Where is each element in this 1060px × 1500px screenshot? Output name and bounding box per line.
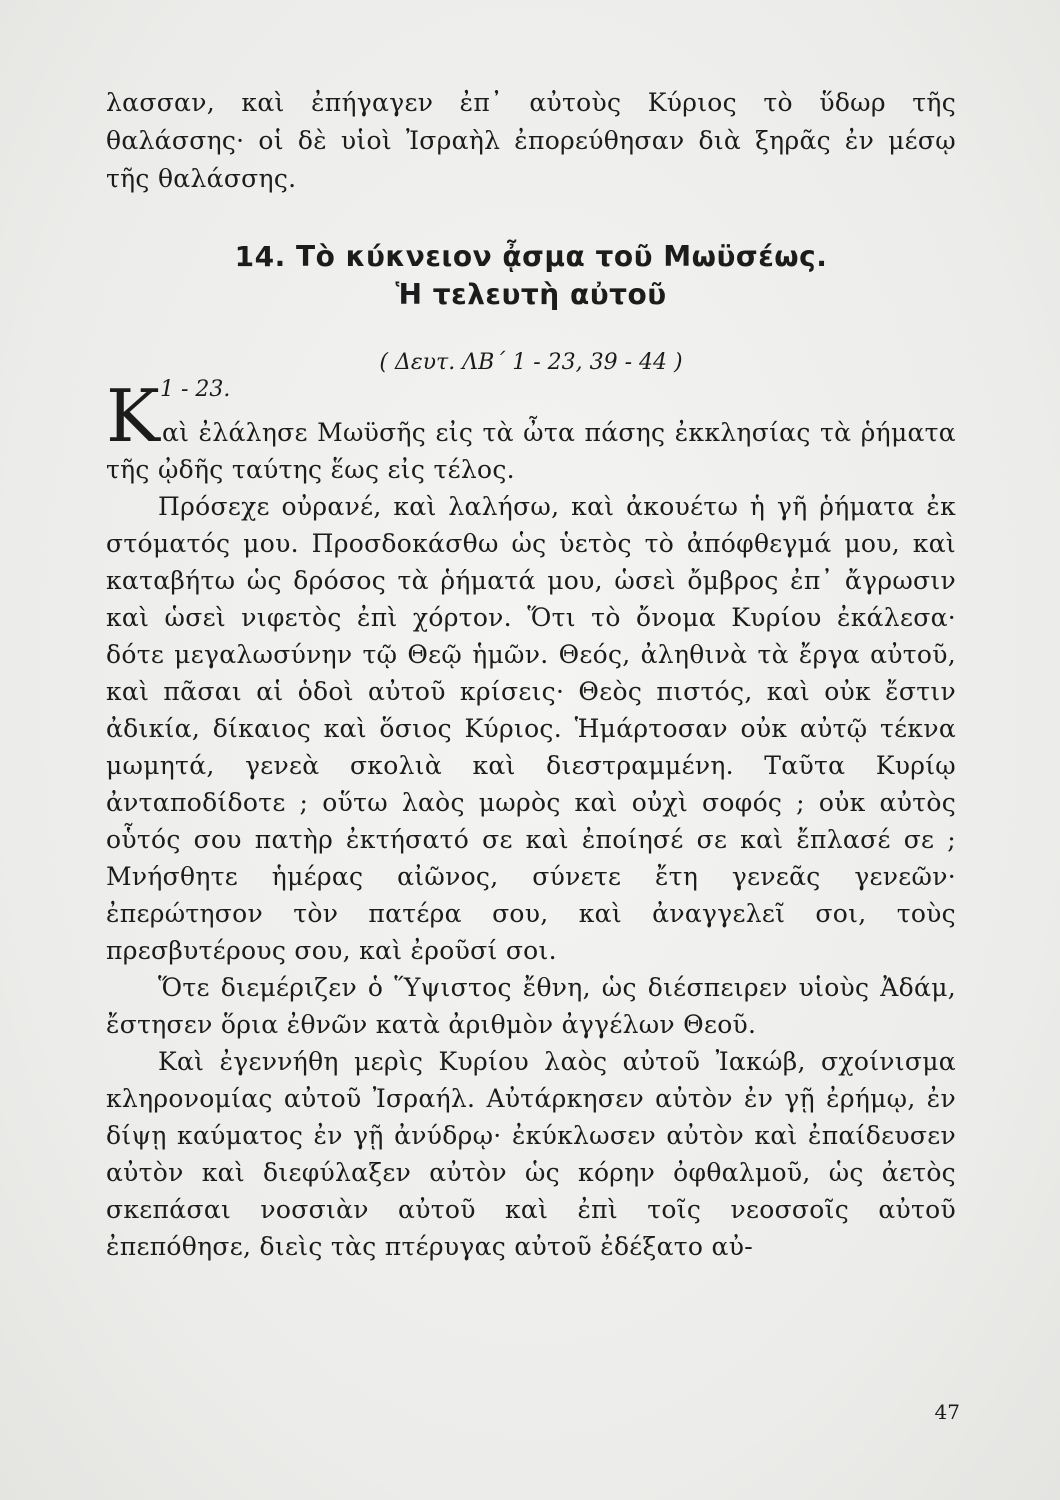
drop-cap: Κ — [106, 374, 160, 458]
opening-paragraph: λασσαν, καὶ ἐπήγαγεν ἐπ᾽ αὐτοὺς Κύριος τὸ ὕδωρ τῆς θαλάσσης· οἱ δὲ υἱοὶ Ἰσραὴλ ἐπορεύθησαν διὰ ξηρᾶς ἐν μέσῳ τῆς θαλάσσης. — [106, 88, 956, 193]
scripture-reference: ( Δευτ. ΛΒ΄ 1 - 23, 39 - 44 ) — [379, 350, 683, 375]
paragraph-1: αὶ ἐλάλησε Μωϋσῆς εἰς τὰ ὦτα πάσης ἐκκλησίας τὰ ῥήματα τῆς ᾠδῆς ταύτης ἕως εἰς τέλος. — [106, 418, 956, 484]
chapter-heading — [106, 238, 956, 314]
paragraph-4: Καὶ ἐγεννήθη μερὶς Κυρίου λαὸς αὐτοῦ Ἰακώβ, σχοίνισμα κληρονομίας αὐτοῦ Ἰσραήλ. Αὐτάρκησεν αὐτὸν ἐν γῇ ἐρήμῳ, ἐν δίψῃ καύματος ἐν γῇ ἀνύδρῳ· ἐκύκλωσεν αὐτὸν καὶ ἐπαίδευσεν αὐτὸν καὶ διεφύλαξεν αὐτὸν ὡς κόρην ὀφθαλμοῦ, ὡς ἀετὸς σκεπάσαι νοσσιὰν αὐτοῦ καὶ ἐπὶ τοῖς νεοσσοῖς αὐτοῦ ἐπεπόθησε, διεὶς τὰς πτέρυγας αὐτοῦ ἐδέξατο αὐ- — [106, 1047, 956, 1261]
opening-paragraph-block — [106, 84, 956, 198]
paragraph-3: Ὅτε διεμέριζεν ὁ Ὕψιστος ἔθνη, ὡς διέσπειρεν υἱοὺς Ἀδάμ, ἔστησεν ὅρια ἐθνῶν κατὰ ἀριθμὸν ἀγγέλων Θεοῦ. — [106, 973, 956, 1039]
verse-range: 1 - 23. — [160, 377, 231, 402]
main-text-block — [106, 414, 956, 1265]
chapter-title: 14. Τὸ κύκνειον ᾆσμα τοῦ Μωϋσέως. — [234, 240, 828, 273]
page-number: 47 — [934, 1400, 960, 1424]
paragraph-2: Πρόσεχε οὐρανέ, καὶ λαλήσω, καὶ ἀκουέτω ἡ γῆ ῥήματα ἐκ στόματός μου. Προσδοκάσθω ὡς ὑετὸς τὸ ἀπόφθεγμά μου, καὶ καταβήτω ὡς δρόσος τὰ ῥήματά μου, ὡσεὶ ὄμβρος ἐπ᾽ ἄγρωσιν καὶ ὡσεὶ νιφετὸς ἐπὶ χόρτον. Ὅτι τὸ ὄνομα Κυρίου ἐκάλεσα· δότε μεγαλωσύνην τῷ Θεῷ ἡμῶν. Θεός, ἀληθινὰ τὰ ἔργα αὐτοῦ, καὶ πᾶσαι αἱ ὁδοὶ αὐτοῦ κρίσεις· Θεὸς πιστός, καὶ οὐκ ἔστιν ἀδικία, δίκαιος καὶ ὅσιος Κύριος. Ἡμάρτοσαν οὐκ αὐτῷ τέκνα μωμητά, γενεὰ σκολιὰ καὶ διεστραμμένη. Ταῦτα Κυρίῳ ἀνταποδίδοτε ; οὕτω λαὸς μωρὸς καὶ οὐχὶ σοφός ; οὐκ αὐτὸς οὗτός σου πατὴρ ἐκτήσατό σε καὶ ἐποίησέ σε καὶ ἔπλασέ σε ; Μνήσθητε ἡμέρας αἰῶνος, σύνετε ἔτη γενεᾶς γενεῶν· ἐπερώτησον τὸν πατέρα σου, καὶ ἀναγγελεῖ σοι, τοὺς πρεσβυτέρους σου, καὶ ἐροῦσί σοι. — [106, 492, 956, 965]
chapter-subtitle: Ἡ τελευτὴ αὐτοῦ — [395, 278, 667, 311]
